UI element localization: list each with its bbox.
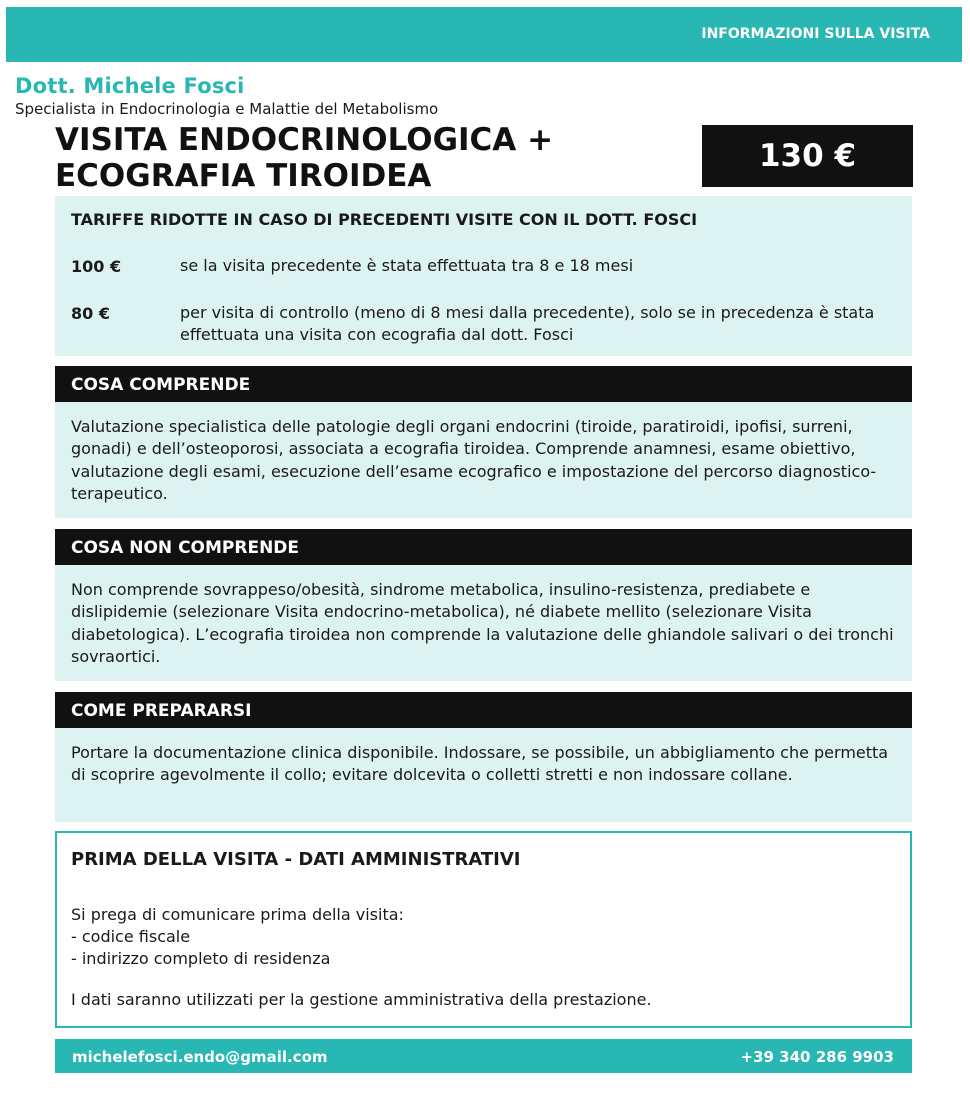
admin-item: - codice fiscale [71,927,191,946]
admin-requirements [71,904,404,970]
admin-title: PRIMA DELLA VISITA - DATI AMMINISTRATIVI [71,849,521,870]
reduced-rates-title: TARIFFE RIDOTTE IN CASO DI PRECEDENTI VISITE CON IL DOTT. FOSCI [71,210,698,229]
phone-link[interactable]: +39 340 286 9903 [740,1048,894,1066]
section-header-included: COSA COMPRENDE [55,366,912,402]
price-value: 130 € [758,138,857,174]
rate-description: per visita di controllo (meno di 8 mesi dalla precedente), solo se in precedenza è stata effettuata una visita con ecografia dal dott. Fosci [180,303,875,344]
admin-intro: Si prega di comunicare prima della visita: [71,905,404,924]
section-body-preparation: Portare la documentazione clinica disponibile. Indossare, se possibile, un abbigliamento che permetta di scoprire agevolmente il collo; evitare dolcevita o colletti stretti e non indossare collane. [55,728,912,822]
doctor-specialty: Specialista in Endocrinologia e Malattie del Metabolismo [15,100,439,118]
section-header-preparation: COME PREPARARSI [55,692,912,728]
rate-description: se la visita precedente è stata effettuata tra 8 e 18 mesi [180,256,634,275]
section-header-not-included: COSA NON COMPRENDE [55,529,912,565]
visit-title-line2: ECOGRAFIA TIROIDEA [55,158,432,194]
doctor-name: Dott. Michele Fosci [15,74,245,98]
contact-footer [55,1039,912,1073]
admin-item: - indirizzo completo di residenza [71,949,331,968]
visit-title-line1: VISITA ENDOCRINOLOGICA + [55,122,554,158]
admin-data-panel [55,831,912,1028]
admin-note: I dati saranno utilizzati per la gestione amministrativa della prestazione. [71,990,652,1009]
email-link[interactable]: michelefosci.endo@gmail.com [72,1048,328,1066]
price-box [702,125,913,187]
rate-amount: 100 € [71,257,122,276]
visit-title [55,122,655,194]
reduced-rates-panel [55,196,912,356]
rate-amount: 80 € [71,304,110,323]
section-body-included: Valutazione specialistica delle patologie degli organi endocrini (tiroide, paratiroidi, ipofisi, surreni, gonadi) e dell’osteoporosi, associata a ecografia tiroidea. Comprende anamnesi, esame obiettivo, valutazione degli esami, esecuzione dell’esame ecografico e impostazione del percorso diagnostico-terapeutico. [55,402,912,518]
section-body-not-included: Non comprende sovrappeso/obesità, sindrome metabolica, insulino-resistenza, prediabete e dislipidemie (selezionare Visita endocrino-metabolica), né diabete mellito (selezionare Visita diabetologica). L’ecografia tiroidea non comprende la valutazione delle ghiandole salivari o dei tronchi sovraortici. [55,565,912,681]
header-bar [6,7,962,62]
header-label: INFORMAZIONI SULLA VISITA [701,26,930,42]
